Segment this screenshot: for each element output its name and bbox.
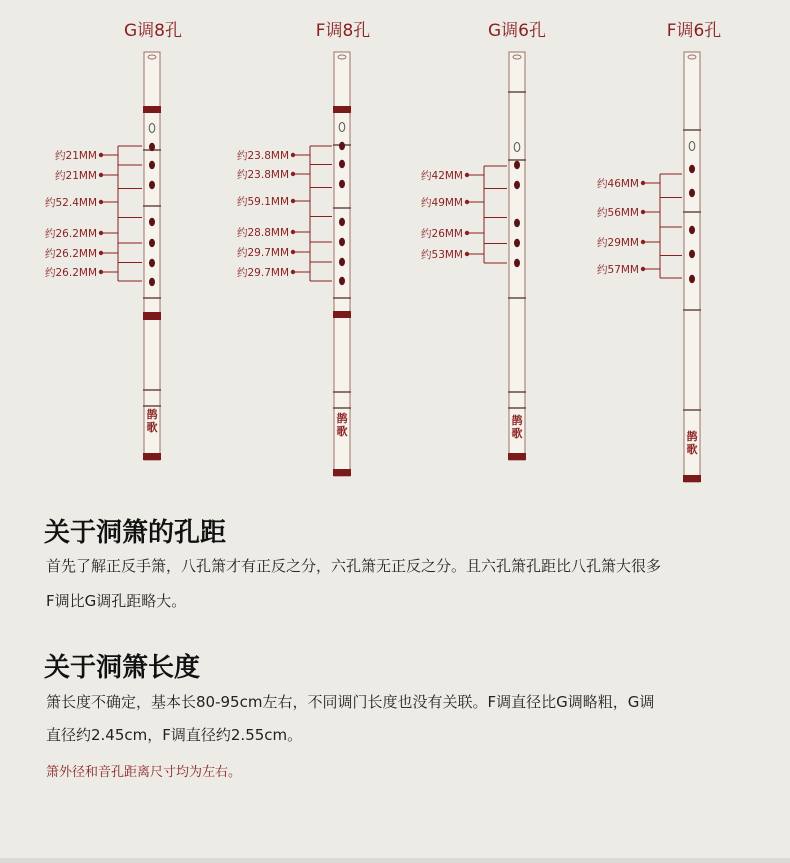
leader-dot [291, 172, 295, 176]
spacing-label: 约29MM [597, 237, 639, 249]
leader-dot [99, 231, 103, 235]
finger-hole [339, 142, 345, 150]
finger-hole [514, 239, 520, 247]
flute-band [143, 106, 161, 113]
flute-band [143, 453, 161, 460]
flute-title-g6: G调6孔 [488, 21, 546, 41]
leader-dot [465, 252, 469, 256]
seal-character: 歌 [336, 425, 348, 438]
flute-3 [597, 52, 701, 482]
flute-band [508, 453, 526, 460]
leader-dot [99, 153, 103, 157]
leader-dot [99, 173, 103, 177]
spacing-label: 约29.7MM [237, 247, 289, 259]
finger-hole [689, 250, 695, 258]
finger-hole [689, 226, 695, 234]
leader-dot [465, 200, 469, 204]
finger-hole [339, 160, 345, 168]
spacing-label: 约26.2MM [45, 267, 97, 279]
finger-hole [149, 218, 155, 226]
seal-character: 鹊 [336, 412, 348, 425]
seal-character: 鹊 [146, 408, 158, 421]
spacing-label: 约21MM [55, 170, 97, 182]
finger-hole [149, 181, 155, 189]
flute-band [333, 311, 351, 318]
spacing-label: 约56MM [597, 207, 639, 219]
finger-hole [339, 258, 345, 266]
seal-character: 歌 [511, 427, 523, 440]
leader-dot [291, 230, 295, 234]
spacing-label: 约52.4MM [45, 197, 97, 209]
finger-hole [149, 161, 155, 169]
finger-hole [514, 181, 520, 189]
spacing-label: 约53MM [421, 249, 463, 261]
finger-hole [689, 275, 695, 283]
leader-dot [641, 240, 645, 244]
finger-hole [339, 218, 345, 226]
seal-character: 鹊 [511, 414, 523, 427]
section-text-line: 直径约2.45cm，F调直径约2.55cm。 [46, 726, 303, 744]
finger-hole [149, 143, 155, 151]
finger-hole [149, 278, 155, 286]
finger-hole [149, 239, 155, 247]
seal-character: 鹊 [686, 430, 698, 443]
finger-hole [514, 219, 520, 227]
leader-dot [291, 250, 295, 254]
flute-band [143, 312, 161, 320]
spacing-label: 约26MM [421, 228, 463, 240]
leader-dot [99, 200, 103, 204]
section-heading-length: 关于洞箫长度 [44, 653, 201, 683]
size-note: 箫外径和音孔距离尺寸均为左右。 [46, 765, 242, 780]
flute-band [333, 469, 351, 476]
flute-1 [237, 52, 351, 476]
flute-body [684, 52, 700, 482]
spacing-label: 约26.2MM [45, 228, 97, 240]
flute-title-f8: F调8孔 [315, 21, 371, 41]
finger-hole [514, 259, 520, 267]
bottom-divider [0, 858, 790, 863]
seal-character: 歌 [686, 443, 698, 456]
flute-band [683, 475, 701, 482]
finger-hole [339, 277, 345, 285]
leader-dot [641, 181, 645, 185]
flute-body [509, 52, 525, 460]
section-text-line: 箫长度不确定，基本长80-95cm左右，不同调门长度也没有关联。F调直径比G调略粗，G调 [46, 693, 655, 711]
leader-dot [99, 251, 103, 255]
flute-title-f6: F调6孔 [666, 21, 722, 41]
finger-hole [149, 259, 155, 267]
seal-character: 歌 [146, 421, 158, 434]
spacing-label: 约57MM [597, 264, 639, 276]
section-text-line: F调比G调孔距略大。 [46, 592, 187, 610]
flute-band [333, 106, 351, 113]
leader-dot [291, 153, 295, 157]
finger-hole [339, 238, 345, 246]
leader-dot [641, 267, 645, 271]
leader-dot [465, 231, 469, 235]
spacing-label: 约46MM [597, 178, 639, 190]
finger-hole [689, 189, 695, 197]
finger-hole [514, 161, 520, 169]
spacing-label: 约23.8MM [237, 169, 289, 181]
spacing-label: 约59.1MM [237, 196, 289, 208]
finger-hole [689, 165, 695, 173]
leader-dot [291, 199, 295, 203]
spacing-label: 约23.8MM [237, 150, 289, 162]
spacing-label: 约21MM [55, 150, 97, 162]
leader-dot [99, 270, 103, 274]
flute-2 [421, 52, 526, 460]
section-text-line: 首先了解正反手箫，八孔箫才有正反之分，六孔箫无正反之分。且六孔箫孔距比八孔箫大很多 [46, 557, 662, 575]
spacing-label: 约49MM [421, 197, 463, 209]
spacing-label: 约29.7MM [237, 267, 289, 279]
spacing-label: 约26.2MM [45, 248, 97, 260]
flute-body [144, 52, 160, 460]
finger-hole [339, 180, 345, 188]
leader-dot [641, 210, 645, 214]
spacing-label: 约28.8MM [237, 227, 289, 239]
leader-dot [291, 270, 295, 274]
leader-dot [465, 173, 469, 177]
spacing-label: 约42MM [421, 170, 463, 182]
section-heading-hole-spacing: 关于洞箫的孔距 [44, 518, 227, 548]
flute-0 [45, 52, 161, 460]
flute-title-g8: G调8孔 [124, 21, 182, 41]
